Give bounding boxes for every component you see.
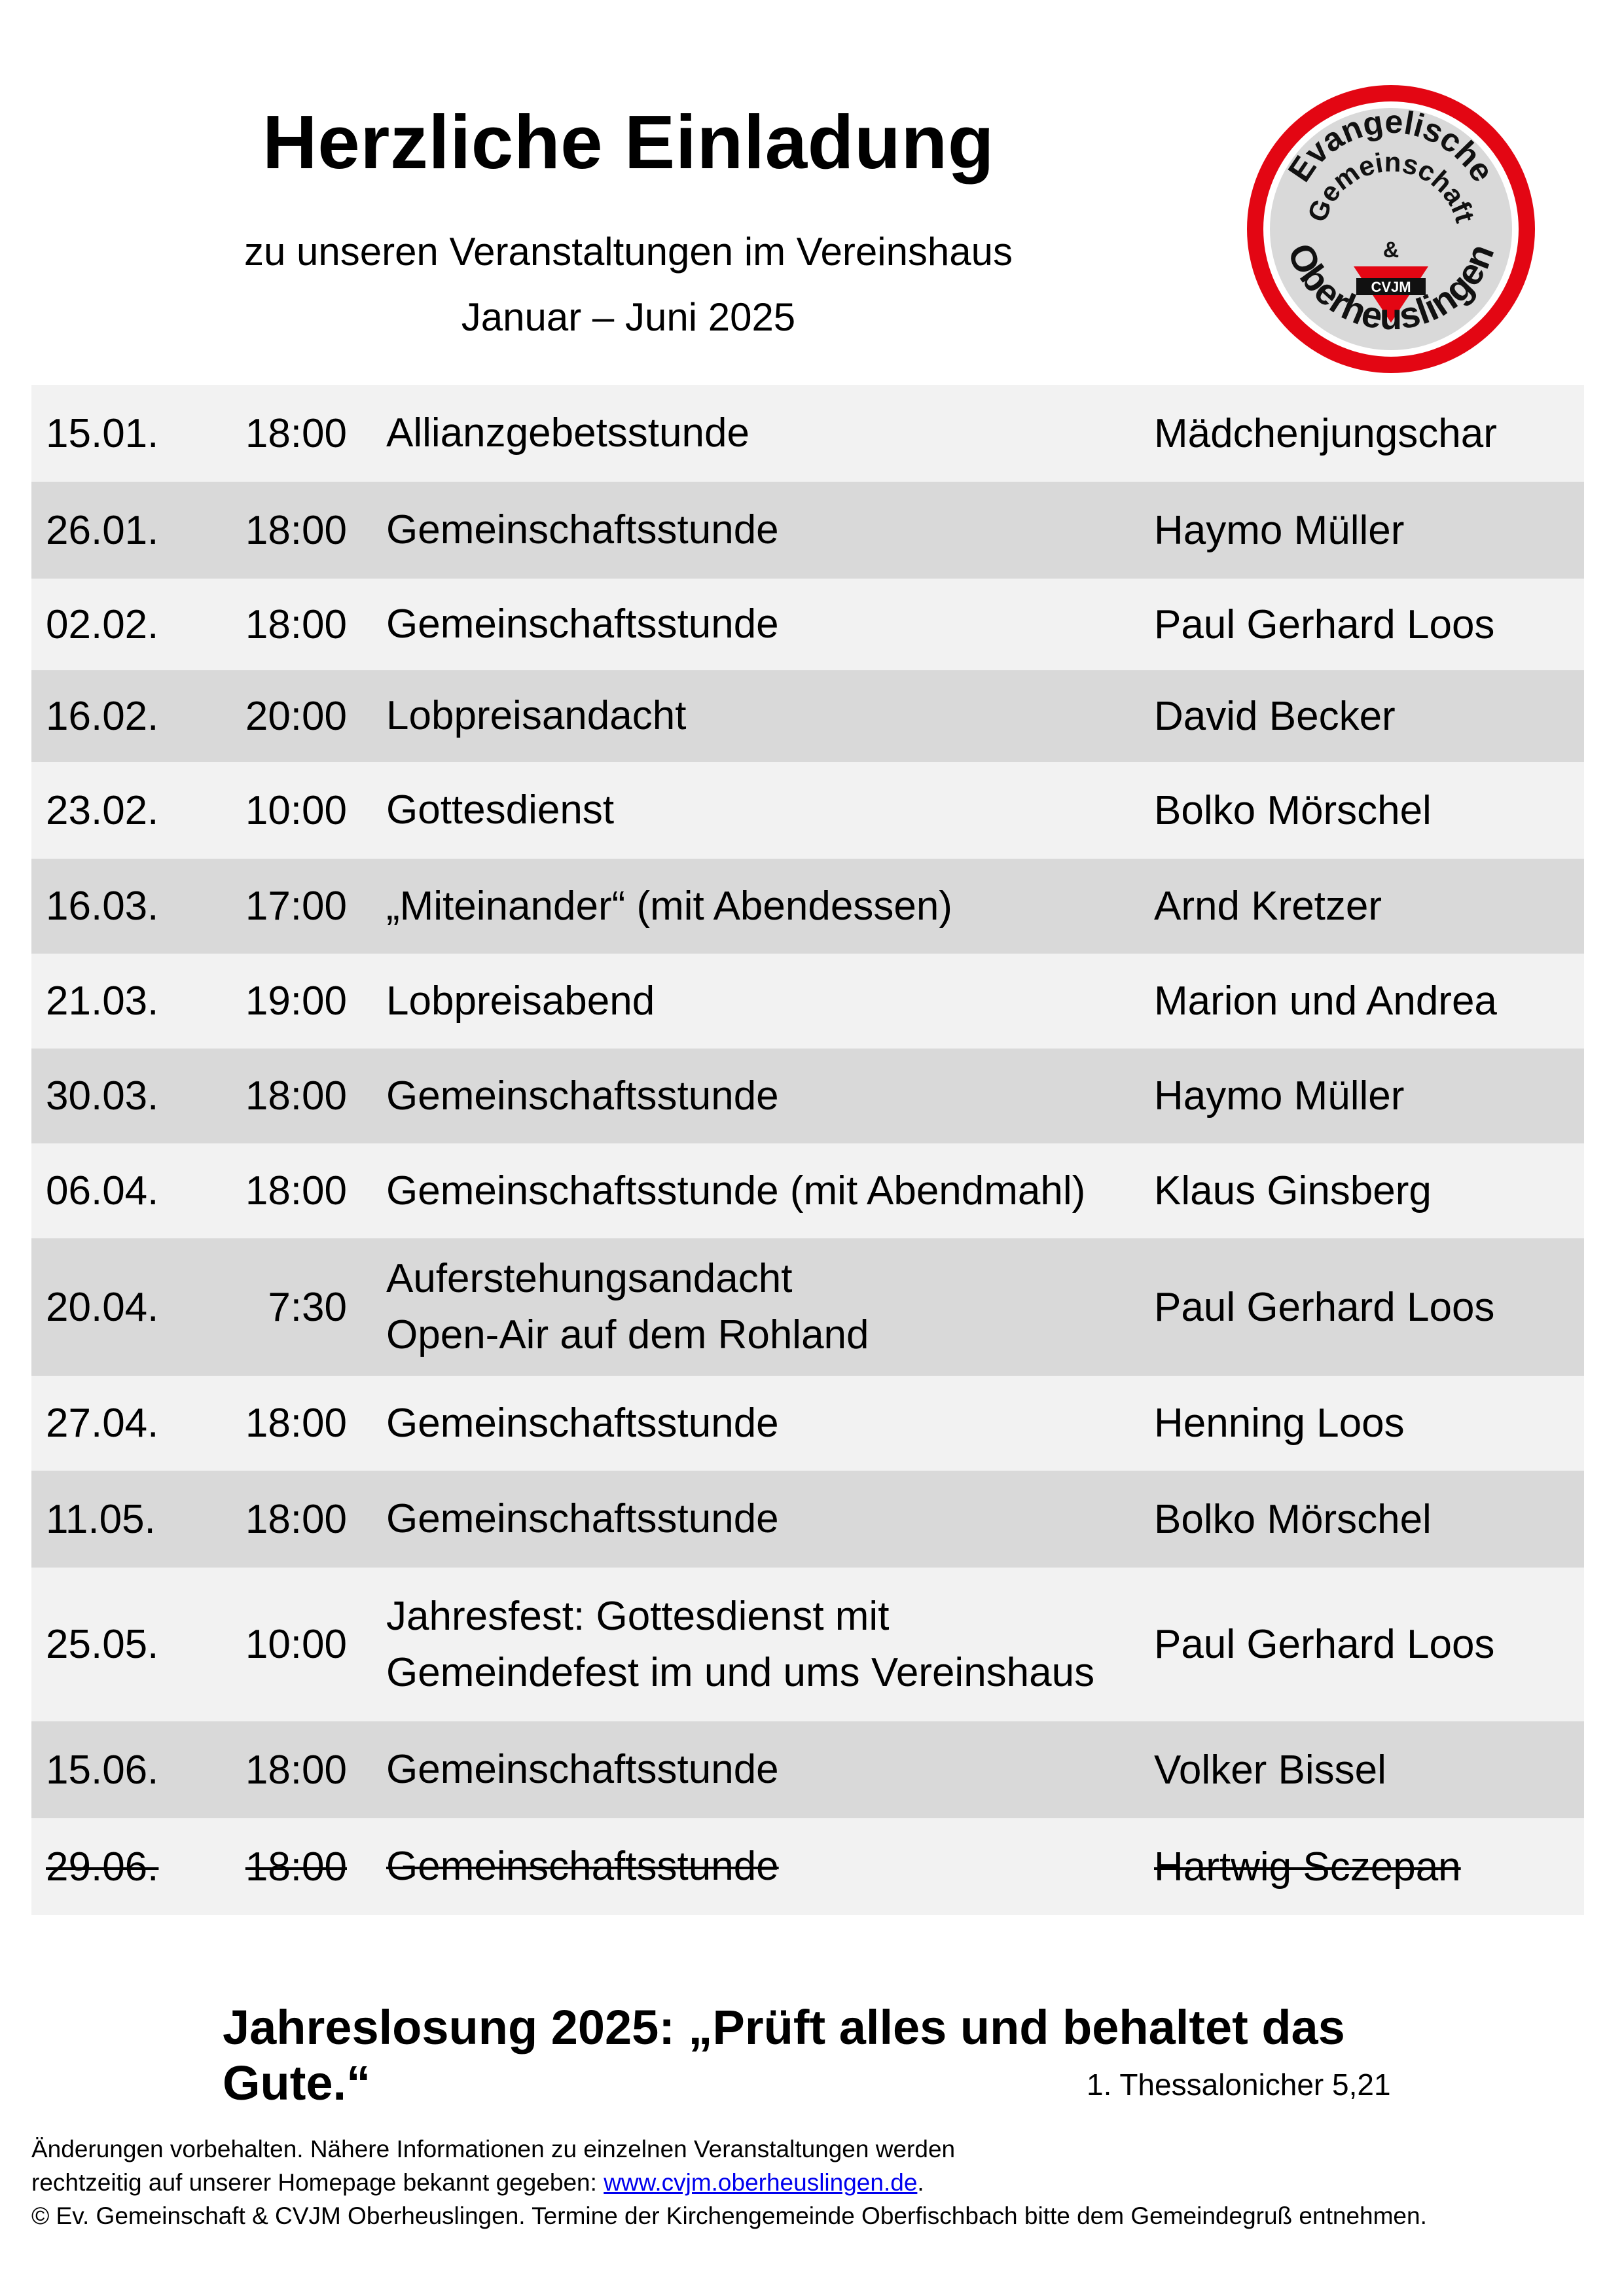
table-row [31,1238,1584,1376]
event-date [31,507,196,554]
event-time [196,1400,347,1446]
event-date-text: 16.03. [46,884,159,929]
event-title [347,1395,1154,1452]
event-date-text: 02.02. [46,601,159,647]
event-date-text: 15.01. [46,410,159,456]
event-time-text: 10:00 [245,1622,347,1667]
event-date-text: 15.06. [46,1747,159,1793]
event-date-text: 27.04. [46,1401,159,1446]
event-date [31,978,196,1024]
event-time [196,1284,347,1331]
event-date-text: 26.01. [46,507,159,553]
event-time [196,1844,347,1890]
event-title-text: Gemeinschaftsstunde [386,601,779,647]
event-person-text: Haymo Müller [1154,1073,1405,1119]
event-time [196,787,347,834]
footer-line-3: © Ev. Gemeinschaft & CVJM Oberheuslingen. Termine der Kirchengemeinde Oberfischbach bitte dem Gemeindegruß entnehmen. [31,2202,1427,2229]
table-row [31,579,1584,670]
footer-line-2-end: . [917,2169,924,2196]
table-row [31,1721,1584,1818]
logo-ampersand: & [1382,238,1399,262]
event-date-text: 23.02. [46,787,159,833]
event-title-text: Lobpreisandacht [386,693,687,738]
event-time-text: 18:00 [245,1073,347,1119]
event-person-text: Mädchenjungschar [1154,410,1497,456]
event-time [196,883,347,929]
table-row [31,385,1584,482]
event-date-text: 16.02. [46,693,159,739]
event-title-text: Jahresfest: Gottesdienst mit Gemeindefest im und ums Vereinshaus [386,1593,1095,1695]
event-time-text: 7:30 [268,1284,347,1330]
event-person-text: Paul Gerhard Loos [1154,1284,1495,1330]
event-time-text: 18:00 [245,1168,347,1213]
event-title-text: Gemeinschaftsstunde (mit Abendmahl) [386,1168,1086,1213]
subtitle: zu unseren Veranstaltungen im Vereinshaus [244,230,1013,274]
event-person [1154,601,1584,648]
event-person-text: Hartwig Sczepan [1154,1844,1461,1890]
event-date [31,787,196,834]
event-title-text: Gemeinschaftsstunde [386,1747,779,1792]
table-row [31,670,1584,762]
table-row [31,954,1584,1049]
event-person [1154,1168,1584,1214]
event-title [347,782,1154,838]
event-time-text: 18:00 [245,601,347,647]
event-person [1154,1496,1584,1543]
event-date-text: 06.04. [46,1168,159,1213]
event-date [31,1168,196,1214]
event-title-text: Gemeinschaftsstunde [386,507,779,552]
event-person-text: Henning Loos [1154,1401,1405,1446]
event-time [196,410,347,457]
footer-line-1: Änderungen vorbehalten. Nähere Informationen zu einzelnen Veranstaltungen werden [31,2136,956,2162]
event-person-text: Bolko Mörschel [1154,1496,1432,1542]
event-time [196,507,347,554]
event-date-text: 11.05. [46,1496,156,1542]
bible-reference: 1. Thessalonicher 5,21 [1087,2068,1391,2102]
event-person-text: Bolko Mörschel [1154,787,1432,833]
event-time [196,1073,347,1119]
event-person [1154,1747,1584,1793]
event-person-text: Paul Gerhard Loos [1154,601,1495,647]
event-time-text: 18:00 [245,1844,347,1890]
logo-text-middle: Gemeinschaft [1301,146,1481,226]
table-row [31,859,1584,954]
page-title: Herzliche Einladung [262,99,995,185]
event-person-text: Marion und Andrea [1154,978,1497,1024]
event-time-text: 18:00 [245,1496,347,1542]
table-row [31,1049,1584,1143]
event-date [31,1621,196,1668]
event-date-text: 30.03. [46,1073,159,1119]
event-title [347,973,1154,1030]
event-time [196,601,347,648]
event-time [196,978,347,1024]
event-time [196,1747,347,1793]
event-person [1154,507,1584,554]
event-date [31,1844,196,1890]
table-row [31,1818,1584,1915]
logo-cvjm-text: CVJM [1371,279,1411,295]
date-range: Januar – Juni 2025 [461,295,796,339]
event-title [347,1588,1154,1701]
event-time-text: 18:00 [245,507,347,553]
logo-text-bottom: Oberheuslingen [1280,238,1502,337]
event-date [31,1496,196,1543]
event-person [1154,1621,1584,1668]
event-title [347,688,1154,744]
event-time-text: 20:00 [245,693,347,739]
event-time-text: 18:00 [245,1747,347,1793]
event-title-text: Gemeinschaftsstunde [386,1844,779,1889]
event-date [31,883,196,929]
event-date [31,1400,196,1446]
event-title-text: Lobpreisabend [386,978,655,1024]
event-title [347,1251,1154,1363]
event-date [31,410,196,457]
event-person-text: Klaus Ginsberg [1154,1168,1432,1213]
event-person [1154,1284,1584,1331]
table-row [31,1376,1584,1471]
event-title [347,1742,1154,1798]
event-person-text: Arnd Kretzer [1154,884,1382,929]
event-person [1154,1844,1584,1890]
event-date [31,693,196,740]
event-title [347,1491,1154,1547]
footer-line-2 [31,2166,1427,2199]
event-title-text: Auferstehungsandacht Open-Air auf dem Rohland [386,1256,869,1357]
event-person [1154,883,1584,929]
table-row [31,482,1584,579]
event-title-text: „Miteinander“ (mit Abendessen) [386,883,952,929]
event-title-text: Allianzgebetsstunde [386,410,749,456]
event-title [347,596,1154,653]
event-time-text: 17:00 [245,884,347,929]
table-row [31,1568,1584,1721]
event-date-text: 25.05. [46,1622,159,1667]
logo-text-top: Evangelische [1280,103,1502,188]
event-person [1154,1400,1584,1446]
event-person-text: Paul Gerhard Loos [1154,1622,1495,1667]
event-date-text: 21.03. [46,978,159,1024]
event-time-text: 18:00 [245,410,347,456]
event-title [347,1839,1154,1895]
event-title-text: Gottesdienst [386,787,615,833]
event-date [31,1073,196,1119]
event-title [347,878,1154,935]
event-person [1154,787,1584,834]
jahreslosung: Jahreslosung 2025: „Prüft alles und behaltet das Gute.“ [223,2000,1345,2110]
event-time-text: 18:00 [245,1401,347,1446]
event-title-text: Gemeinschaftsstunde [386,1496,779,1541]
homepage-link[interactable]: www.cvjm.oberheuslingen.de [604,2169,918,2196]
event-date-text: 20.04. [46,1284,159,1330]
event-title [347,1163,1154,1219]
event-date [31,1284,196,1331]
event-time-text: 19:00 [245,978,347,1024]
event-date [31,1747,196,1793]
event-title [347,502,1154,558]
footer-line-2-text: rechtzeitig auf unserer Homepage bekannt gegeben: [31,2169,604,2196]
event-title-text: Gemeinschaftsstunde [386,1400,779,1446]
event-time [196,1621,347,1668]
event-time [196,1496,347,1543]
event-person [1154,410,1584,457]
event-date-text: 29.06. [46,1844,159,1890]
event-person-text: David Becker [1154,693,1396,739]
event-date [31,601,196,648]
event-title [347,1068,1154,1124]
footer [31,2132,1427,2233]
event-title-text: Gemeinschaftsstunde [386,1073,779,1119]
event-person [1154,693,1584,740]
table-row [31,1471,1584,1568]
event-person [1154,1073,1584,1119]
table-row [31,1143,1584,1238]
table-row [31,762,1584,859]
event-title [347,405,1154,461]
event-time [196,1168,347,1214]
event-person-text: Volker Bissel [1154,1747,1386,1793]
cvjm-logo [1244,82,1538,376]
event-person-text: Haymo Müller [1154,507,1405,553]
event-time [196,693,347,740]
events-table [31,385,1584,1915]
event-time-text: 10:00 [245,787,347,833]
event-person [1154,978,1584,1024]
